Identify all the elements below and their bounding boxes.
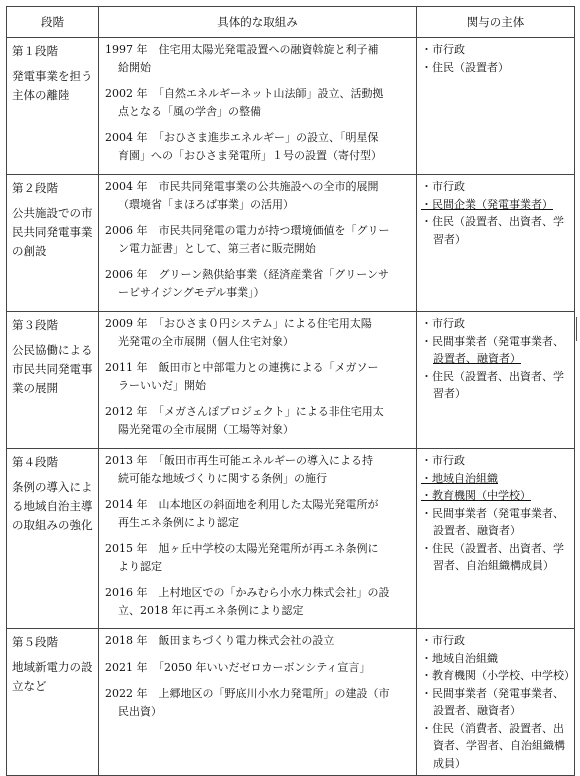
initiative-item: 2006 年 市民共同発電の電力が持つ環境価値を「グリー ン電力証書」として、第三者に販売開始 bbox=[105, 224, 390, 255]
actor-entry: ・民間事業者（発電事業者、 設置者、融資者） bbox=[421, 334, 564, 365]
stage-cell bbox=[7, 38, 99, 175]
initiatives-cell bbox=[99, 629, 417, 776]
actor-entry: ・教育機関（中学校） bbox=[421, 489, 531, 502]
actors-cell bbox=[417, 38, 575, 175]
initiative-item: 2021 年 「2050 年いいだゼロカーボンシティ宣言」 bbox=[105, 660, 371, 674]
initiatives-cell bbox=[99, 312, 417, 449]
initiative-item: 2018 年 飯田まちづくり電力株式会社の設立 bbox=[105, 634, 335, 647]
table-row bbox=[7, 629, 575, 776]
stage-cell bbox=[7, 312, 99, 449]
stage-cell bbox=[7, 449, 99, 629]
table-header-row bbox=[7, 7, 575, 38]
initiative-item: 1997 年 住宅用太陽光発電設置への融資斡旋と利子補 給開始 bbox=[105, 43, 379, 74]
stage-label: 第５段階 bbox=[12, 635, 58, 649]
stage-label: 第２段階 bbox=[12, 181, 58, 195]
actor-entry: ・住民（設置者、出資者、学 習者） bbox=[421, 215, 564, 246]
stage-cell bbox=[7, 175, 99, 312]
actor-entry: ・地域自治組織 bbox=[421, 471, 498, 485]
actor-entry: ・市行政 bbox=[421, 180, 465, 193]
initiatives-cell bbox=[99, 175, 417, 312]
header-stage: 段階 bbox=[7, 7, 99, 38]
actor-entry: ・市行政 bbox=[421, 43, 465, 56]
stage-cell bbox=[7, 629, 99, 776]
initiative-item: 2013 年 「飯田市再生可能エネルギーの導入による持 続可能な地域づくりに関する条例」の施行 bbox=[105, 454, 373, 485]
initiative-item: 2022 年 上郷地区の「野底川小水力発電所」の建設（市 民出資） bbox=[105, 687, 390, 718]
stage-description: 公民協働による市民共同発電事業の展開 bbox=[12, 343, 93, 395]
table-row bbox=[7, 38, 575, 175]
stage-label: 第１段階 bbox=[12, 44, 58, 58]
actor-entry: ・教育機関（小学校、中学校） bbox=[421, 669, 575, 682]
actor-entry: ・民間企業（発電事業者） bbox=[421, 197, 553, 211]
initiative-item: 2011 年 飯田市と中部電力との連携による「メガソー ラーいいだ」開始 bbox=[105, 361, 379, 392]
initiative-item: 2006 年 グリーン熱供給事業（経済産業省「グリーンサ ービサイジングモデル事業」） bbox=[105, 268, 390, 299]
initiative-item: 2004 年 市民共同発電事業の公共施設への全市的展開 （環境省「まほろば事業」の活用） bbox=[105, 180, 379, 211]
actors-cell bbox=[417, 629, 575, 776]
actor-entry: ・住民（設置者、出資者、学 習者、自治組織構成員） bbox=[421, 541, 564, 572]
initiative-item: 2012 年 「メガさんぽプロジェクト」による非住宅用太 陽光発電の全市展開（工場等対象） bbox=[105, 405, 384, 436]
actor-entry: ・住民（消費者、設置者、出 資者、学習者、自治組織構 成員） bbox=[421, 721, 565, 770]
initiative-item: 2004 年 「おひさま進歩エネルギー」の設立、「明星保 育園」への「おひさま発電所」１号の設置（寄付型） bbox=[105, 131, 382, 162]
initiative-item: 2002 年 「自然エネルギーネット山法師」設立、活動拠 点となる「風の学舎」の整備 bbox=[105, 87, 384, 118]
actors-cell bbox=[417, 175, 575, 312]
text-cursor-mark bbox=[576, 317, 577, 341]
stage-description: 地域新電力の設立など bbox=[12, 660, 93, 693]
table-row bbox=[7, 175, 575, 312]
stage-label: 第３段階 bbox=[12, 318, 58, 332]
actor-entry: ・地域自治組織 bbox=[421, 651, 498, 665]
initiative-item: 2016 年 上村地区での「かみむら小水力株式会社」の設 立、2018 年に再エネ条例により認定 bbox=[105, 586, 390, 617]
header-initiatives: 具体的な取組み bbox=[99, 7, 417, 38]
actors-cell bbox=[417, 312, 575, 449]
actor-entry: ・住民（設置者、出資者、学 習者） bbox=[421, 369, 564, 400]
header-actors: 関与の主体 bbox=[417, 7, 575, 38]
actor-entry: ・民間事業者（発電事業者、 設置者、融資者） bbox=[421, 506, 564, 537]
table-row bbox=[7, 449, 575, 629]
actor-entry: ・市行政 bbox=[421, 454, 465, 467]
stage-description: 発電事業を担う主体の離陸 bbox=[12, 69, 93, 102]
stage-description: 公共施設での市民共同発電事業の創設 bbox=[12, 206, 93, 258]
stage-description: 条例の導入による地域自治主導の取組みの強化 bbox=[12, 480, 93, 532]
stage-label: 第４段階 bbox=[12, 455, 58, 469]
actor-entry: ・民間事業者（発電事業者、 設置者、融資者） bbox=[421, 686, 564, 717]
initiative-item: 2015 年 旭ヶ丘中学校の太陽光発電所が再エネ条例に より認定 bbox=[105, 542, 379, 573]
actor-entry: ・市行政 bbox=[421, 317, 465, 330]
initiatives-cell bbox=[99, 449, 417, 629]
table-row bbox=[7, 312, 575, 449]
stages-table bbox=[6, 6, 575, 776]
actor-entry: ・市行政 bbox=[421, 634, 465, 647]
actors-cell bbox=[417, 449, 575, 629]
initiative-item: 2014 年 山本地区の斜面地を利用した太陽光発電所が 再生エネ条例により認定 bbox=[105, 498, 379, 529]
initiative-item: 2009 年 「おひさま０円システム」による住宅用太陽 光発電の全市展開（個人住宅対象） bbox=[105, 317, 372, 348]
initiatives-cell bbox=[99, 38, 417, 175]
actor-entry: ・住民（設置者） bbox=[421, 60, 509, 74]
